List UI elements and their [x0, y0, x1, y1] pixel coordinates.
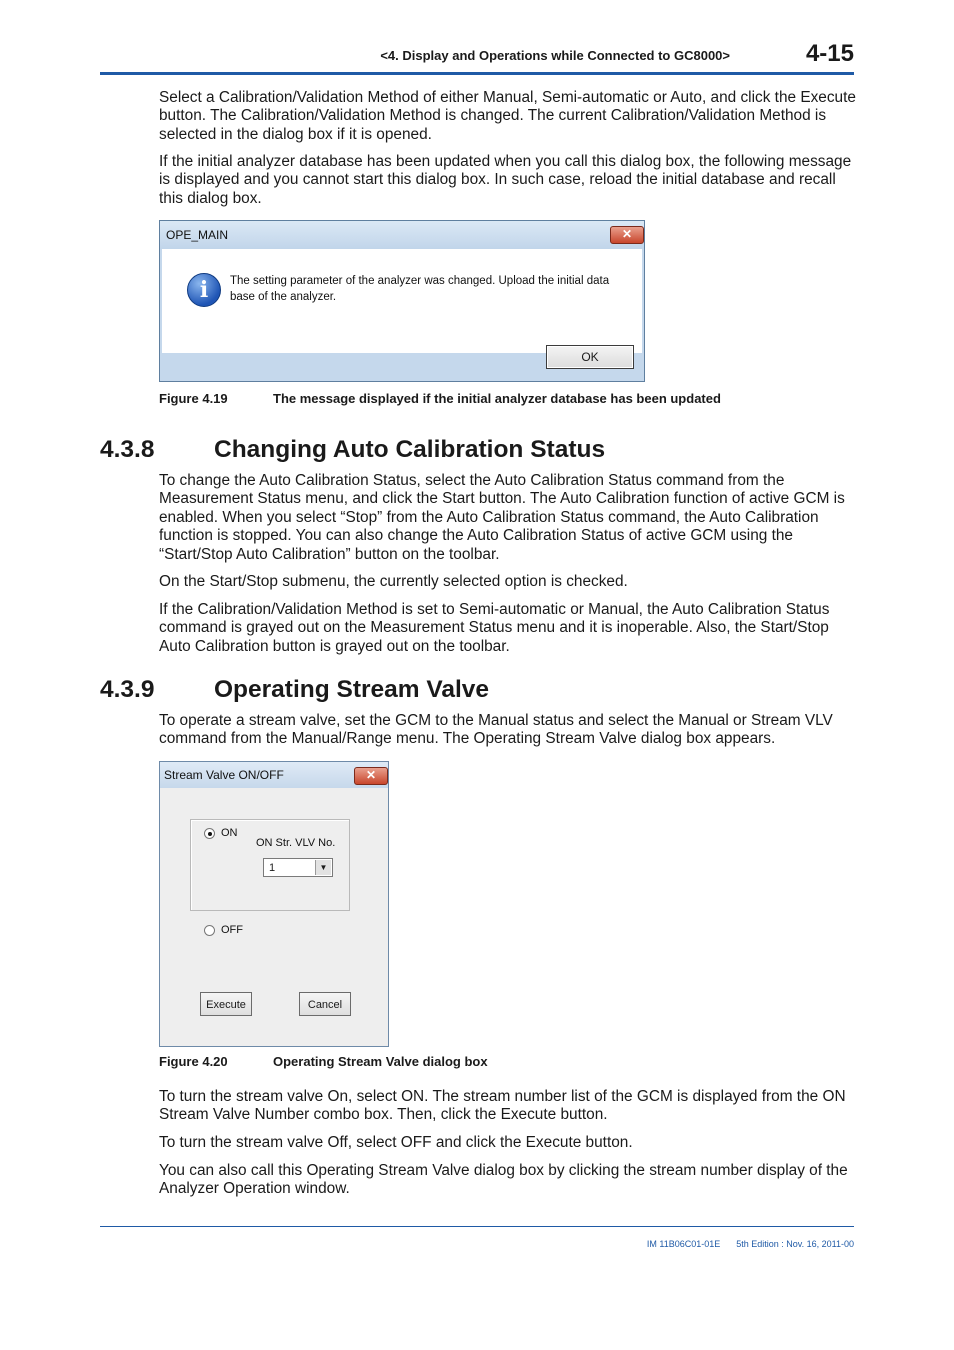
- dialog-message: The setting parameter of the analyzer was changed. Upload the initial data base of the analyzer.: [230, 275, 610, 303]
- paragraph: To change the Auto Calibration Status, select the Auto Calibration Status command from the Measurement Status menu, and click the Start button. The Auto Calibration function of active GCM is enabled. When you select “Stop” from the Auto Calibration Status command, the Auto Calibration function is stopped. You can also change the Auto Calibration Status of active GCM using the “Start/Stop Auto Calibration” button on the toolbar.: [159, 472, 845, 563]
- on-radio-label: ON: [221, 827, 238, 839]
- section-number: 4.3.8: [100, 436, 155, 463]
- figure-caption-text: Operating Stream Valve dialog box: [273, 1054, 488, 1069]
- off-radio[interactable]: [204, 925, 215, 936]
- stream-valve-number-combo[interactable]: [263, 858, 333, 877]
- section-heading: [100, 436, 605, 464]
- edition: 5th Edition : Nov. 16, 2011-00: [736, 1239, 854, 1249]
- paragraph: Select a Calibration/Validation Method of either Manual, Semi-automatic or Auto, and click the Execute button. The Calibration/Validation Method is changed. The current Calibration/Validation Method is selected in the dialog box if it is opened.: [159, 89, 856, 143]
- combo-label: ON Str. VLV No.: [256, 837, 336, 849]
- paragraph: If the initial analyzer database has been updated when you call this dialog box, the following message is displayed and you cannot start this dialog box. In such case, reload the initial database and recall this dialog box.: [159, 153, 852, 207]
- close-icon[interactable]: ✕: [610, 226, 644, 244]
- paragraph: On the Start/Stop submenu, the currently selected option is checked.: [159, 573, 628, 590]
- off-radio-label: OFF: [221, 924, 243, 936]
- figure-caption-text: The message displayed if the initial analyzer database has been updated: [273, 391, 721, 406]
- dialog-titlebar: [160, 221, 644, 249]
- execute-button[interactable]: Execute: [200, 992, 252, 1016]
- combo-value: 1: [269, 862, 276, 874]
- ope-main-dialog: [159, 220, 645, 382]
- dialog-content: [162, 249, 642, 353]
- figure-number: Figure 4.20: [159, 1054, 228, 1069]
- page-number: 4-15: [805, 40, 854, 67]
- dialog-title: Stream Valve ON/OFF: [164, 768, 284, 782]
- paragraph: To turn the stream valve On, select ON. The stream number list of the GCM is displayed from the ON Stream Valve Number combo box. Then, click the Execute button.: [159, 1088, 846, 1124]
- section-title: Operating Stream Valve: [214, 676, 490, 703]
- footer: [631, 1239, 854, 1249]
- chevron-down-icon[interactable]: ▼: [315, 860, 331, 875]
- paragraph: To turn the stream valve Off, select OFF and click the Execute button.: [159, 1134, 633, 1151]
- dialog-title: OPE_MAIN: [166, 228, 229, 242]
- figure-caption: [159, 391, 721, 406]
- info-icon: i: [187, 273, 221, 307]
- doc-id: IM 11B06C01-01E: [646, 1239, 721, 1249]
- section-heading: [100, 676, 489, 704]
- section-number: 4.3.9: [100, 676, 155, 703]
- ok-button[interactable]: OK: [546, 345, 634, 369]
- stream-valve-dialog: [159, 761, 389, 1047]
- on-radio[interactable]: [204, 828, 215, 839]
- figure-caption: [159, 1054, 488, 1069]
- cancel-button[interactable]: Cancel: [299, 992, 351, 1016]
- footer-rule: [100, 1226, 854, 1227]
- dialog-titlebar: [160, 762, 388, 788]
- figure-number: Figure 4.19: [159, 391, 228, 406]
- paragraph: To operate a stream valve, set the GCM to the Manual status and select the Manual or Stream VLV command from the Manual/Range menu. The Operating Stream Valve dialog box appears.: [159, 712, 833, 748]
- chapter-header: <4. Display and Operations while Connected to GC8000>: [380, 48, 730, 63]
- paragraph: If the Calibration/Validation Method is set to Semi-automatic or Manual, the Auto Calibration Status command is grayed out on the Measurement Status menu and it is inoperable. Also, the Start/Stop Auto Calibration button is grayed out on the toolbar.: [159, 601, 830, 655]
- section-title: Changing Auto Calibration Status: [214, 436, 606, 463]
- paragraph: You can also call this Operating Stream Valve dialog box by clicking the stream number display of the Analyzer Operation window.: [159, 1162, 848, 1198]
- close-icon[interactable]: ✕: [354, 767, 388, 785]
- header-rule: [100, 72, 854, 75]
